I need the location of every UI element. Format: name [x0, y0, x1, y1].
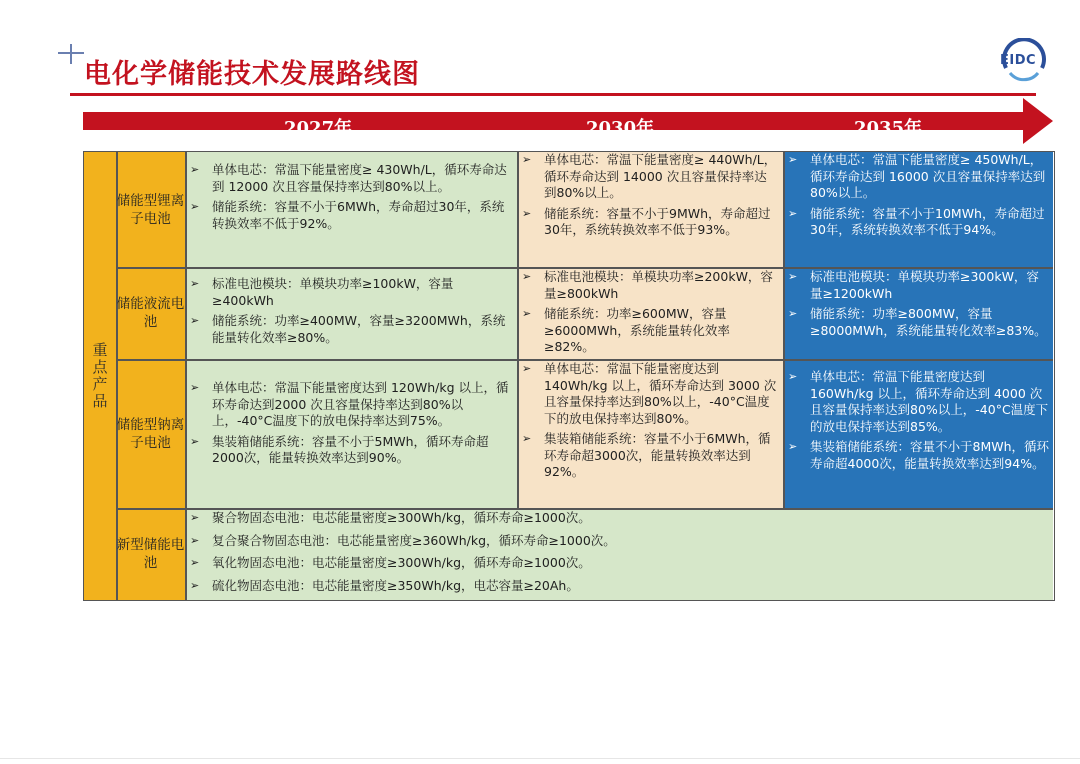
- roadmap-table: [83, 151, 1055, 601]
- category-label: 重点产品: [90, 342, 109, 410]
- title-underline: [70, 93, 1036, 96]
- cell-lithium-2030: [520, 152, 778, 239]
- list-item: ➢ 储能系统：功率≥800MW，容量≥8000MWh，系统能量转化效率≥83%。: [788, 306, 1047, 338]
- list-item: ➢ 标准电池模块：单模块功率≥200kW，容量≥800kWh: [522, 269, 773, 301]
- list-item: ➢ 氧化物固态电池：电芯能量密度≥300Wh/kg，循环寿命≥1000次。: [190, 555, 591, 570]
- list-item: ➢ 标准电池模块：单模块功率≥300kW，容量≥1200kWh: [788, 269, 1039, 301]
- cell-flow-2030: [520, 269, 778, 356]
- list-item: ➢ 集装箱储能系统：容量不小于6MWh，循环寿命超3000次，能量转换效率达到92%。: [522, 431, 771, 479]
- cell-new-battery: [188, 510, 1048, 594]
- list-item: ➢ 储能系统：功率≥400MW，容量≥3200MWh，系统能量转化效率≥80%。: [190, 313, 506, 345]
- cell-lithium-2027: [188, 162, 510, 236]
- list-item: ➢ 单体电芯：常温下能量密度达到 140Wh/kg 以上，循环寿命达到 3000 次且容量保持率达到80%以上，-40°C温度下的放电保持率达到80%。: [522, 361, 777, 426]
- list-item: ➢ 单体电芯：常温下能量密度达到 160Wh/kg 以上，循环寿命达到 4000 次且容量保持率达到80%以上，-40°C温度下的放电保持率达到85%。: [788, 369, 1049, 434]
- year-label-2027: 2027年: [284, 118, 353, 139]
- list-item: ➢ 储能系统：容量不小于6MWh，寿命超过30年，系统转换效率不低于92%。: [190, 199, 505, 231]
- logo-text: EIDC: [1000, 53, 1037, 68]
- list-item: ➢ 储能系统：容量不小于10MWh，寿命超过30年，系统转换效率不低于94%。: [788, 205, 1045, 237]
- row-label-lithium: 储能型锂离子电池: [116, 192, 185, 227]
- list-item: ➢ 储能系统：功率≥600MW，容量≥6000MWh，系统能量转化效率≥82%。: [522, 306, 730, 354]
- corner-plus-mark: [58, 44, 86, 64]
- page-title: 电化学储能技术发展路线图: [84, 59, 420, 90]
- list-item: ➢ 储能系统：容量不小于9MWh，寿命超过30年，系统转换效率不低于93%。: [522, 205, 771, 237]
- page-bottom-rule: [0, 758, 1080, 759]
- year-label-2035: 2035年: [854, 118, 923, 139]
- list-item: ➢ 集装箱储能系统：容量不小于5MWh，循环寿命超2000次，能量转换效率达到90%。: [190, 433, 489, 465]
- cell-sodium-2027: [188, 380, 510, 471]
- list-item: ➢ 复合聚合物固态电池：电芯能量密度≥360Wh/kg，循环寿命≥1000次。: [190, 532, 616, 548]
- list-item: ➢ 单体电芯：常温下能量密度≥ 440Wh/L，循环寿命达到 14000 次且容量保持率达到80%以上。: [522, 152, 777, 200]
- list-item: ➢ 聚合物固态电池：电芯能量密度≥300Wh/kg，循环寿命≥1000次。: [190, 510, 591, 525]
- list-item: ➢ 单体电芯：常温下能量密度达到 120Wh/kg 以上，循环寿命达到2000 次且容量保持率达到80%以上，-40°C温度下的放电保持率达到75%。: [190, 380, 509, 428]
- row-label-sodium: 储能型钠离子电池: [116, 416, 185, 451]
- list-item: ➢ 硫化物固态电池：电芯能量密度≥350Wh/kg，电芯容量≥20Ah。: [190, 577, 579, 593]
- cell-flow-2027: [188, 276, 510, 350]
- cell-flow-2035: [786, 269, 1050, 339]
- list-item: ➢ 标准电池模块：单模块功率≥100kW，容量≥400kWh: [190, 276, 454, 308]
- year-label-2030: 2030年: [586, 118, 655, 139]
- cell-lithium-2035: [786, 152, 1050, 239]
- list-item: ➢ 单体电芯：常温下能量密度≥ 450Wh/L，循环寿命达到 16000 次且容量保持率达到80%以上。: [788, 152, 1046, 200]
- list-item: ➢ 集装箱储能系统：容量不小于8MWh，循环寿命超4000次，能量转换效率达到94%。: [788, 439, 1050, 471]
- cell-sodium-2030: [520, 361, 778, 481]
- row-label-new: 新型储能电池: [116, 537, 185, 571]
- list-item: ➢ 单体电芯：常温下能量密度≥ 430Wh/L，循环寿命达到 12000 次且容量保持率达到80%以上。: [190, 162, 507, 194]
- cell-sodium-2035: [786, 369, 1050, 476]
- row-label-flow: 储能液流电池: [116, 296, 185, 330]
